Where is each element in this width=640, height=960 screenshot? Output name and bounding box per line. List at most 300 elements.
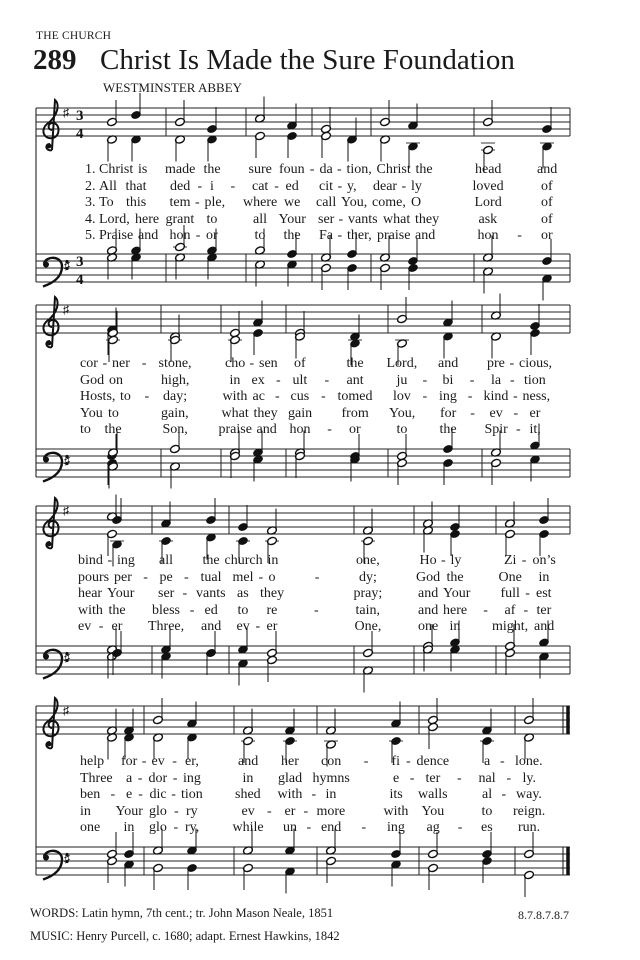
lyric-syllable: in [325,787,337,802]
lyric-hyphen: - [184,569,189,585]
treble-clef-dot [47,542,52,547]
lyric-syllable: Lord, [386,356,418,371]
lyric-syllable: Your [115,803,143,819]
lyric-syllable: ac [252,389,265,404]
time-signature-top: 3 [76,254,84,270]
lyric-hyphen: - [441,553,446,568]
lyric-hyphen: - [483,602,488,618]
lyric-syllable: e [393,770,400,786]
lyric-syllable: grant [165,211,195,227]
lyric-syllable: hon [477,228,499,243]
lyric-syllable: they [253,405,278,421]
lyric-syllable: tual [200,569,222,585]
lyric-syllable: it, [529,422,541,437]
lyric-hyphen: - [517,228,522,243]
verse-number: 1. [85,162,96,177]
lyric-syllable: bi [442,372,454,388]
lyric-syllable: ex [251,372,265,388]
lyric-syllable: Ho [419,553,437,568]
lyric-syllable: for [121,754,138,769]
hymn-title: Christ Is Made the Sure Foundation [100,44,515,76]
lyric-syllable: per [114,569,132,585]
lyric-syllable: ev [151,754,165,769]
lyric-syllable: and [238,754,259,769]
lyric-hyphen: - [274,178,279,194]
key-signature-sharp: ♯ [64,453,70,468]
lyric-syllable: re [266,602,278,618]
time-signature-bottom: 4 [76,126,84,142]
lyric-syllable: glo [149,803,167,819]
lyric-syllable: cus [290,389,310,404]
lyric-syllable: reign. [513,803,546,819]
lyric-syllable: and [438,356,459,371]
lyric-syllable: hon [169,228,191,243]
lyric-syllable: ag [426,820,440,835]
lyric-syllable: ing [439,389,457,404]
lyric-syllable: One [498,569,522,585]
key-signature-sharp: ♯ [64,650,70,665]
lyric-hyphen: - [338,211,344,227]
lyric-syllable: day; [163,389,188,404]
lyric-hyphen: - [172,754,177,769]
lyric-syllable: hymns [312,770,350,786]
lyric-syllable: pe [159,569,173,585]
key-signature-sharp: ♯ [63,105,69,120]
lyric-syllable: fi [391,754,401,769]
lyric-hyphen: - [249,356,255,371]
lyric-syllable: y, [347,178,357,194]
lyric-hyphen: - [422,389,428,404]
lyric-syllable: to [481,803,493,819]
lyric-hyphen: - [314,569,320,585]
lyric-syllable: sure [248,162,272,177]
lyric-syllable: Praise [99,228,134,243]
lyric-hyphen: - [306,820,312,835]
lyric-syllable: her [281,754,299,769]
lyric-syllable: Spir [484,422,508,437]
music-credit: MUSIC: Henry Purcell, c. 1680; adapt. Ernest Hawkins, 1842 [30,929,340,943]
lyric-syllable: gain [288,405,313,421]
lyric-hyphen: - [141,356,147,371]
hymn-number: 289 [33,44,77,76]
lyric-hyphen: - [311,787,317,802]
lyric-hyphen: - [510,372,515,388]
lyric-syllable: here [135,211,160,227]
lyric-hyphen: - [275,389,280,404]
verse-number: 4. [85,211,96,227]
lyric-syllable: ly [411,178,422,194]
lyric-hyphen: - [172,770,178,786]
lyric-syllable: the [439,422,457,437]
lyric-hyphen: - [500,754,505,769]
lyric-syllable: with [383,803,409,819]
lyric-syllable: All [99,178,117,194]
lyric-syllable: dence [416,754,450,769]
lyric-syllable: One, [354,619,382,634]
lyric-syllable: made [165,162,196,177]
lyric-syllable: and [534,619,555,634]
lyric-syllable: in [229,372,241,388]
lyric-hyphen: - [182,586,188,601]
lyric-syllable: the [446,569,464,585]
lyric-syllable: in [242,770,254,786]
lyric-syllable: might, [492,619,529,634]
lyric-syllable: ded [170,178,191,194]
lyric-hyphen: - [523,602,529,618]
lyric-syllable: ev [236,619,250,634]
lyric-syllable: foun [279,162,305,177]
bass-clef-head [43,654,49,660]
lyric-hyphen: - [470,405,475,421]
lyric-syllable: one [80,820,101,835]
lyric-hyphen: - [303,803,309,819]
lyric-syllable: ev [241,803,255,819]
lyric-hyphen: - [422,372,428,388]
lyric-hyphen: - [309,162,315,177]
lyric-hyphen: - [521,553,527,568]
lyric-syllable: or [206,228,218,243]
lyric-hyphen: - [327,422,332,437]
lyric-syllable: Three, [148,619,185,634]
lyric-syllable: cious, [519,356,553,371]
lyric-syllable: tion [524,372,546,388]
lyric-syllable: and [201,619,222,634]
lyric-syllable: way. [516,787,542,802]
lyric-syllable: the [415,162,433,177]
lyric-syllable: You, [341,195,368,210]
lyric-hyphen: - [321,389,326,404]
lyric-syllable: in [80,803,91,819]
treble-clef-icon [43,498,58,548]
lyric-syllable: full [500,586,520,601]
lyric-syllable: on [109,372,123,388]
lyric-syllable: tion [181,787,203,802]
lyric-hyphen: - [501,787,507,802]
lyric-syllable: and [418,602,439,618]
lyric-syllable: es [481,820,493,835]
lyric-hyphen: - [525,586,530,601]
lyric-syllable: church [224,553,263,568]
lyric-syllable: in [538,569,550,585]
lyric-syllable: cit [319,178,333,194]
bass-clef-head [43,457,49,463]
lyric-syllable: pours [78,569,110,585]
lyric-syllable: to [237,602,249,618]
lyric-hyphen: - [337,162,342,177]
lyric-syllable: of [541,178,553,194]
lyric-syllable: tion, [346,162,372,177]
lyric-syllable: as [237,586,249,601]
lyric-syllable: more [316,803,346,819]
lyric-hyphen: - [110,787,116,802]
lyric-syllable: af [504,602,516,618]
lyric-syllable: the [346,356,364,371]
lyric-syllable: and [138,228,159,243]
treble-clef-dot [47,341,52,346]
lyric-hyphen: - [314,602,319,618]
lyric-syllable: ask [478,211,498,227]
lyric-syllable: hon [289,422,311,437]
lyric-syllable: ing [117,553,135,568]
lyric-hyphen: - [513,389,518,404]
lyric-hyphen: - [197,178,203,194]
lyric-hyphen: - [409,770,415,786]
lyric-syllable: ing [183,770,201,786]
key-signature-sharp: ♯ [64,851,70,866]
lyric-hyphen: - [138,787,143,802]
lyric-hyphen: - [363,754,369,769]
lyric-syllable: ev [78,619,92,634]
lyric-syllable: Your [107,586,135,601]
lyric-syllable: ry [186,803,198,819]
treble-clef-icon [43,297,58,347]
lyric-syllable: of [541,211,553,227]
lyric-hyphen: - [513,405,519,421]
lyric-syllable: est [536,586,552,601]
lyric-syllable: where [243,195,278,210]
lyric-syllable: vants [196,586,226,601]
lyric-hyphen: - [107,553,113,568]
lyric-syllable: hear [78,586,103,601]
lyric-syllable: shed [235,787,261,802]
lyric-hyphen: - [467,389,473,404]
lyric-syllable: praise [218,422,252,437]
lyric-syllable: ter [425,770,441,786]
lyric-syllable: dor [148,770,168,786]
lyric-syllable: Your [278,211,306,227]
lyric-syllable: end [321,820,342,835]
lyric-hyphen: - [267,803,272,819]
lyric-syllable: what [383,211,411,227]
lyric-syllable: or [541,228,553,243]
lyric-syllable: i [210,178,214,194]
lyric-hyphen: - [195,195,200,210]
lyric-syllable: on’s [532,553,556,568]
lyric-syllable: and [418,586,439,601]
lyric-syllable: ing [387,820,405,835]
treble-clef-icon [43,698,58,748]
treble-clef-dot [47,742,52,747]
lyric-syllable: ly. [522,770,536,786]
words-credit: WORDS: Latin hymn, 7th cent.; tr. John Mason Neale, 1851 [30,906,334,920]
lyric-hyphen: - [171,787,176,802]
lyric-syllable: this [126,195,147,210]
lyric-syllable: we [284,195,301,210]
section-heading: THE CHURCH [36,30,112,42]
lyric-syllable: You [80,405,103,421]
lyric-syllable: to [254,228,266,243]
lyric-syllable: da [319,162,333,177]
lyric-hyphen: - [102,356,108,371]
lyric-syllable: gain, [161,405,189,421]
lyric-syllable: glad [278,770,303,786]
lyric-hyphen: - [324,372,330,388]
lyric-syllable: to [80,422,91,437]
lyric-syllable: loved [472,178,504,194]
lyric-syllable: kind [483,389,509,404]
lyric-syllable: You, [389,405,416,421]
verse-number: 3. [85,195,96,210]
lyric-syllable: and [537,162,558,177]
lyric-syllable: run. [518,820,541,835]
lyric-syllable: ser [318,211,335,227]
lyric-syllable: call [316,195,337,210]
lyric-syllable: all [253,211,267,227]
lyric-hyphen: - [276,372,281,388]
lyric-hyphen: - [258,569,264,585]
lyric-syllable: with [78,602,103,618]
lyric-syllable: one, [356,553,380,568]
lyric-syllable: un [283,820,297,835]
lyric-syllable: Three [80,770,113,786]
lyric-syllable: with [277,787,303,802]
lyric-hyphen: - [230,178,236,194]
lyric-syllable: pre [487,356,505,371]
lyric-syllable: sen [259,356,278,371]
lyric-syllable: praise [377,228,411,243]
lyric-syllable: er [111,619,123,634]
verse-number: 2. [85,178,96,194]
lyric-syllable: to [108,405,119,421]
lyric-hyphen: - [406,754,411,769]
lyric-hyphen: - [195,228,201,243]
lyric-syllable: in [449,619,461,634]
lyric-syllable: cat [252,178,269,194]
lyric-syllable: You [421,803,445,819]
key-signature-sharp: ♯ [64,258,70,273]
lyric-syllable: To [99,195,114,210]
lyric-syllable: God [80,372,105,388]
lyric-hyphen: - [143,569,148,585]
lyric-syllable: they [260,586,285,601]
lyric-syllable: al [482,787,493,802]
lyric-syllable: or [349,422,361,437]
lyric-syllable: dy; [359,569,377,585]
tune-name: WESTMINSTER ABBEY [103,80,243,95]
lyric-syllable: help [80,754,105,769]
lyric-syllable: la [491,372,502,388]
lyric-hyphen: - [506,770,512,786]
lyric-syllable: tem [169,195,191,210]
lyric-syllable: what [221,405,249,421]
lyric-syllable: a [126,770,133,786]
lyric-hyphen: - [457,770,462,786]
lyric-syllable: ed [285,178,299,194]
lyric-syllable: Son, [162,422,188,437]
lyric-syllable: one [418,619,439,634]
time-signature-bottom: 4 [76,272,84,288]
lyric-syllable: ly [450,553,462,568]
lyric-syllable: ben [80,787,101,802]
lyric-hyphen: - [144,389,150,404]
lyric-syllable: tomed [337,389,373,404]
lyric-hyphen: - [173,820,179,835]
treble-clef-icon [43,100,58,150]
meter: 8.7.8.7.8.7 [518,908,569,922]
treble-clef-dot [47,144,52,149]
lyric-syllable: head [475,162,502,177]
lyric-syllable: the [203,162,221,177]
lyric-syllable: Christ [376,162,411,177]
lyric-syllable: they [415,211,440,227]
lyric-syllable: Lord [474,195,502,210]
lyric-hyphen: - [98,619,104,634]
bass-clef-head [43,262,49,268]
lyric-syllable: ser [158,586,175,601]
lyric-syllable: ant [346,372,364,388]
lyric-syllable: and [415,228,436,243]
lyric-syllable: in [123,820,135,835]
lyric-syllable: of [294,356,306,371]
lyric-hyphen: - [137,770,143,786]
key-signature-sharp: ♯ [63,302,69,317]
lyric-syllable: high, [161,372,190,388]
lyric-syllable: while [232,820,264,835]
lyric-syllable: to [120,389,131,404]
time-signature-top: 3 [76,108,84,124]
lyric-syllable: er [266,619,278,634]
lyric-syllable: for [440,405,457,421]
lyric-syllable: the [108,602,126,618]
key-signature-sharp: ♯ [63,503,69,518]
lyric-syllable: and [256,422,277,437]
lyric-syllable: lone. [515,754,543,769]
lyric-hyphen: - [516,422,521,437]
lyric-syllable: the [283,228,301,243]
lyric-syllable: with [222,389,248,404]
lyric-syllable: ner [112,356,130,371]
lyric-syllable: is [138,162,148,177]
lyric-syllable: O [411,195,422,210]
lyric-syllable: ple, [204,195,226,210]
lyric-syllable: dic [149,787,167,802]
lyric-syllable: Lord, [99,211,130,227]
lyric-hyphen: - [141,754,147,769]
lyric-syllable: from [341,405,369,421]
lyric-syllable: tain, [355,602,380,618]
lyric-syllable: ev [489,405,503,421]
bass-clef-head [43,855,49,861]
lyric-syllable: Fa [319,228,333,243]
lyric-syllable: bless [152,602,180,618]
lyric-syllable: Christ [99,162,134,177]
verse-number: 5. [85,228,96,243]
lyric-syllable: nal [478,770,496,786]
lyric-syllable: er, [185,754,199,769]
lyric-syllable: come, [372,195,406,210]
lyric-syllable: the [104,422,122,437]
lyric-syllable: ry, [185,820,200,835]
lyric-syllable: er [529,405,541,421]
lyric-syllable: mel [232,569,254,585]
lyric-syllable: o [268,569,276,585]
lyric-syllable: pray; [353,586,383,601]
lyric-syllable: all [159,553,173,568]
lyric-syllable: a [484,754,491,769]
lyric-syllable: con [321,754,342,769]
lyric-hyphen: - [469,372,475,388]
lyric-syllable: to [206,211,218,227]
lyric-hyphen: - [509,356,515,371]
lyric-hyphen: - [255,619,261,634]
lyric-syllable: lov [393,389,411,404]
lyric-syllable: Hosts, [80,389,116,404]
lyric-syllable: walls [418,787,448,802]
lyric-syllable: its [389,787,403,802]
lyric-syllable: to [396,422,408,437]
lyric-syllable: the [202,553,220,568]
lyric-syllable: ter [536,602,552,618]
